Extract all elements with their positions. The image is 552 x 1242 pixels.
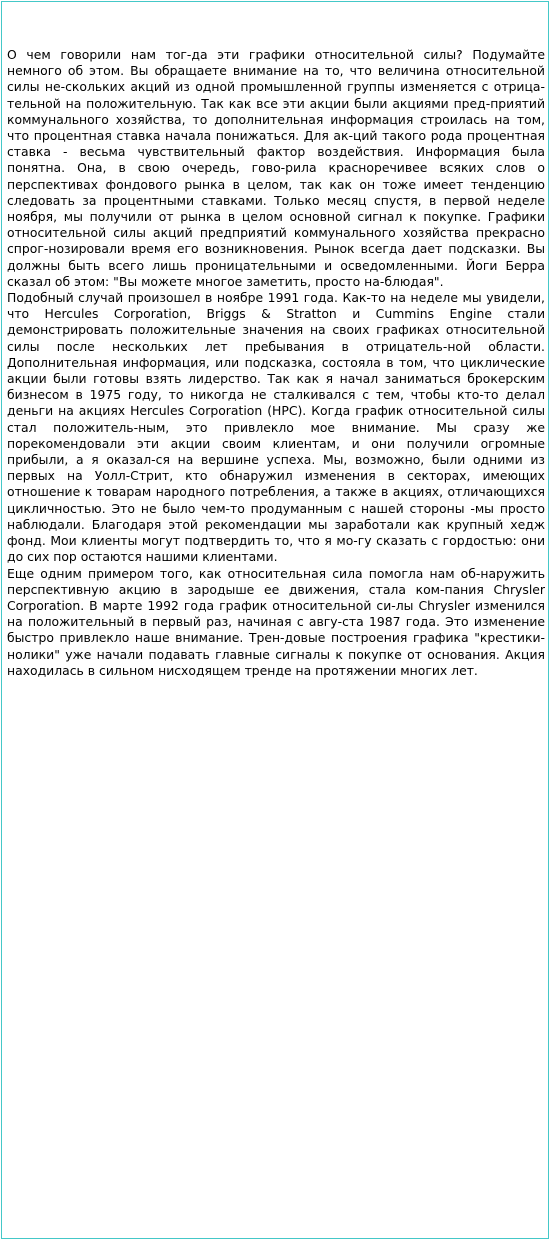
paragraph-3: Еще одним примером того, как относительная сила помогла нам об-наружить перспективную акцию в зародыше ее движения, стала ком-пания Chrysler Corporation. В марте 1992 года график относительной си-лы Chrysler изменился на положительный в первый раз, начиная с авгу-ста 1987 года. Это изменение быстро привлекло наше внимание. Трен-довые построения графика "крестики-нолики" уже начали подавать главные сигналы к покупке от основания. Акция находилась в сильном нисходящем тренде на протяжении многих лет.	[7, 565, 545, 678]
document-body	[7, 47, 545, 679]
paragraph-2: Подобный случай произошел в ноябре 1991 года. Как-то на неделе мы увидели, что Hercules Corporation, Briggs & Stratton и Cummins Engine стали демонстрировать положительные значения на своих графиках относительной силы после нескольких лет пребывания в отрицатель-ной области. Дополнительная информация, или подсказка, состояла в том, что циклические акции были готовы взять лидерство. Так как я начал заниматься брокерским бизнесом в 1975 году, то никогда не сталкивался с тем, чтобы кто-то делал деньги на акциях Hercules Corporation (HPC). Когда график относительной силы стал положитель-ным, это привлекло мое внимание. Мы сразу же порекомендовали эти акции своим клиентам, и они получили огромные прибыли, а я оказал-ся на вершине успеха. Мы, возможно, были одними из первых на Уолл-Стрит, кто обнаружил изменения в секторах, имеющих отношение к товарам народного потребления, а также в акциях, отличающихся цикличностью. Это не было чем-то продуманным с нашей стороны -мы просто наблюдали. Благодаря этой рекомендации мы заработали как крупный хедж фонд. Мои клиенты могут подтвердить то, что я мо-гу сказать с гордостью: они до сих пор остаются нашими клиентами.	[7, 290, 545, 565]
paragraph-1: О чем говорили нам тог-да эти графики относительной силы? Подумайте немного об этом. Вы обращаете внимание на то, что величина относительной силы не-скольких акций из одной промышленной группы изменяется с отрица-тельной на положительную. Так как все эти акции были акциями пред-приятий коммунального хозяйства, то дополнительная информация строилась на том, что процентная ставка начала понижаться. Для ак-ций такого рода процентная ставка - весьма чувствительный фактор воздействия. Информация была понятна. Она, в свою очередь, гово-рила красноречивее всяких слов о перспективах фондового рынка в целом, так как он тоже имеет тенденцию следовать за процентными ставками. Только месяц спустя, в первой неделе ноября, мы получили от рынка в целом основной сигнал к покупке. Графики относительной силы акций предприятий коммунального хозяйства прекрасно спрог-нозировали время его возникновения. Рынок всегда дает подсказки. Вы должны быть всего лишь проницательными и осведомленными. Йоги Берра сказал об этом: "Вы можете многое заметить, просто на-блюдая".	[7, 47, 545, 289]
page-frame	[1, 1, 549, 1239]
